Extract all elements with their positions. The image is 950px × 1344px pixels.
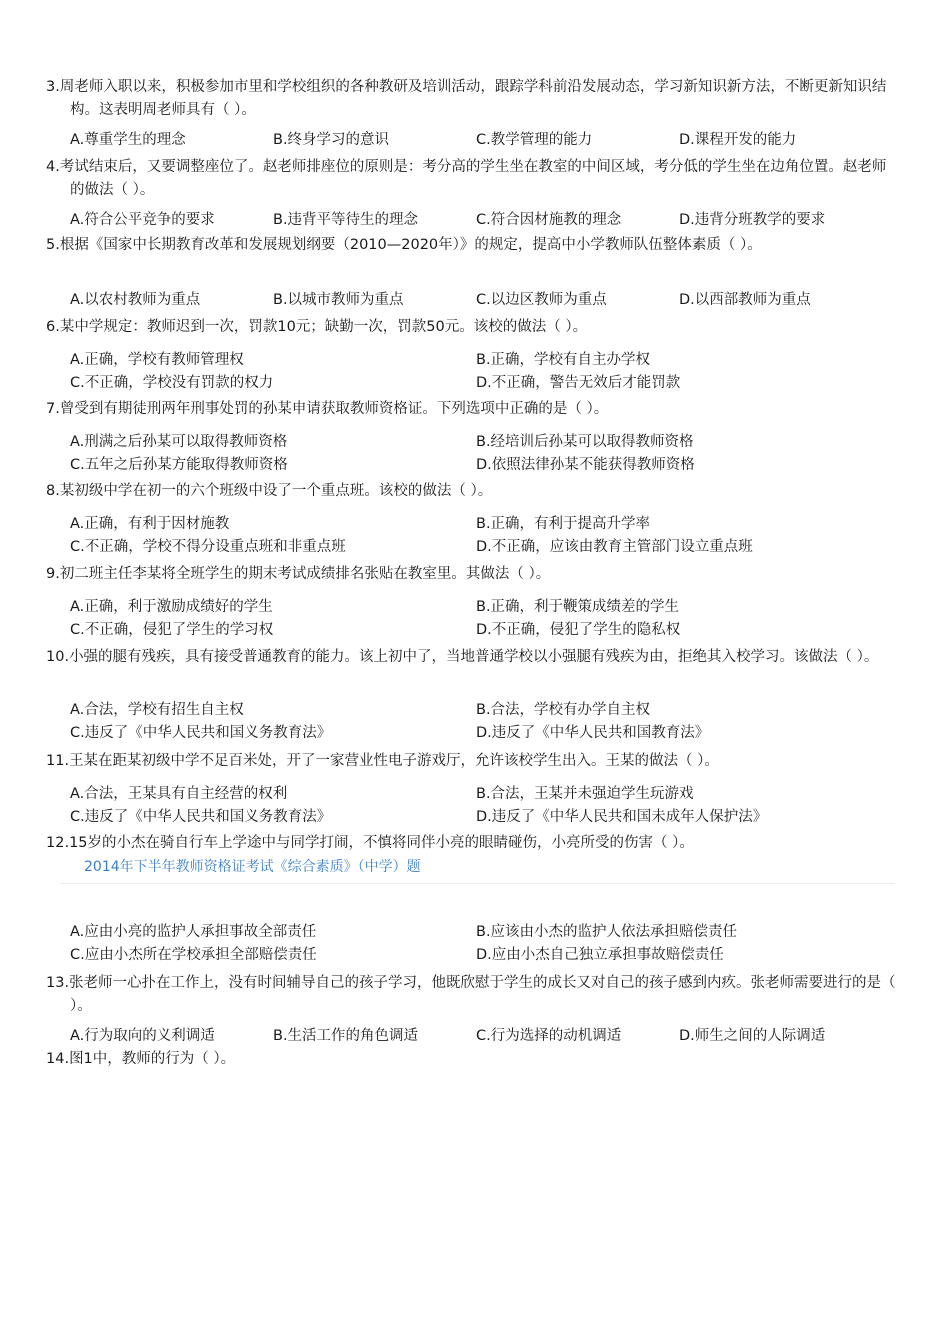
question-number: 11. (46, 753, 70, 769)
option-a: A.行为取向的义利调适 (70, 1028, 215, 1044)
question-stem: 曾受到有期徒刑两年刑事处罚的孙某申请获取教师资格证。下列选项中正确的是（ ）。 (59, 401, 609, 417)
option-c: C.不正确，侵犯了学生的学习权 (70, 622, 274, 638)
options-9 (70, 595, 900, 641)
option-a: A.符合公平竞争的要求 (70, 212, 215, 228)
question-number: 6. (46, 319, 60, 335)
option-b: B.以城市教师为重点 (273, 292, 404, 308)
options-8 (70, 512, 900, 558)
options-11 (70, 782, 900, 828)
option-d: D.不正确，侵犯了学生的隐私权 (476, 622, 681, 638)
option-d: D.依照法律孙某不能获得教师资格 (476, 457, 695, 473)
question-7 (46, 398, 876, 421)
option-b: B.正确，有利于提高升学率 (476, 516, 651, 532)
options-13 (70, 1024, 900, 1046)
option-b: B.合法，王某并未强迫学生玩游戏 (476, 786, 694, 802)
question-stem: 小强的腿有残疾，具有接受普通教育的能力。该上初中了，当地普通学校以小强腿有残疾为由，拒绝其入校学习。该做法（ ）。 (69, 649, 879, 665)
question-4 (46, 156, 900, 202)
options-6 (70, 348, 900, 394)
option-a: A.正确，利于激励成绩好的学生 (70, 599, 273, 615)
question-number: 12. (46, 835, 70, 851)
question-stem: 15岁的小杰在骑自行车上学途中与同学打闹，不慎将同伴小亮的眼睛碰伤，小亮所受的伤害（ ）。 (69, 835, 694, 851)
option-d: D.以西部教师为重点 (679, 292, 811, 308)
question-stem: 根据《国家中长期教育改革和发展规划纲要（2010—2020年）》的规定，提高中小学教师队伍整体素质（ ）。 (59, 237, 762, 253)
options-7 (70, 430, 900, 476)
option-a: A.正确，学校有教师管理权 (70, 352, 244, 368)
question-stem: 图1中，教师的行为（ ）。 (69, 1051, 236, 1067)
question-number: 14. (46, 1051, 70, 1067)
option-a: A.刑满之后孙某可以取得教师资格 (70, 434, 288, 450)
question-12 (46, 832, 876, 855)
question-stem: 王某在距某初级中学不足百米处，开了一家营业性电子游戏厅，允许该校学生出入。王某的做法（ ）。 (69, 753, 719, 769)
option-a: A.正确，有利于因材施教 (70, 516, 230, 532)
question-number: 8. (46, 483, 60, 499)
option-d: D.师生之间的人际调适 (679, 1028, 826, 1044)
option-c: C.违反了《中华人民共和国义务教育法》 (70, 725, 332, 741)
question-number: 7. (46, 401, 60, 417)
question-number: 13. (46, 975, 70, 991)
option-c: C.教学管理的能力 (476, 132, 593, 148)
question-stem: 考试结束后，又要调整座位了。赵老师排座位的原则是：考分高的学生坐在教室的中间区域，考分低的学生坐在边角位置。赵老师的做法（ ）。 (59, 159, 887, 198)
option-b: B.正确，学校有自主办学权 (476, 352, 651, 368)
option-c: C.符合因材施教的理念 (476, 212, 622, 228)
options-4 (70, 208, 900, 230)
option-b: B.经培训后孙某可以取得教师资格 (476, 434, 694, 450)
question-number: 3. (46, 79, 60, 95)
option-b: B.应该由小杰的监护人依法承担赔偿责任 (476, 924, 738, 940)
question-13 (46, 972, 900, 1018)
option-c: C.不正确，学校没有罚款的权力 (70, 375, 274, 391)
question-9 (46, 563, 876, 586)
page-header-title: 2014年下半年教师资格证考试《综合素质》（中学）题 (84, 859, 421, 875)
option-a: A.合法，王某具有自主经营的权利 (70, 786, 288, 802)
question-3 (46, 76, 900, 122)
options-3 (70, 128, 900, 150)
option-d: D.违反了《中华人民共和国未成年人保护法》 (476, 809, 768, 825)
options-5 (70, 288, 900, 310)
question-stem: 初二班主任李某将全班学生的期末考试成绩排名张贴在教室里。其做法（ ）。 (59, 566, 551, 582)
option-a: A.以农村教师为重点 (70, 292, 201, 308)
options-10 (70, 698, 900, 744)
question-stem: 某初级中学在初一的六个班级中设了一个重点班。该校的做法（ ）。 (59, 483, 493, 499)
question-stem: 某中学规定：教师迟到一次，罚款10元；缺勤一次，罚款50元。该校的做法（ ）。 (59, 319, 588, 335)
option-c: C.违反了《中华人民共和国义务教育法》 (70, 809, 332, 825)
option-a: A.合法，学校有招生自主权 (70, 702, 244, 718)
option-b: B.违背平等待生的理念 (273, 212, 419, 228)
option-c: C.以边区教师为重点 (476, 292, 607, 308)
option-d: D.不正确，应该由教育主管部门设立重点班 (476, 539, 753, 555)
option-b: B.合法，学校有办学自主权 (476, 702, 651, 718)
option-c: C.不正确，学校不得分设重点班和非重点班 (70, 539, 346, 555)
option-a: A.尊重学生的理念 (70, 132, 186, 148)
question-number: 9. (46, 566, 60, 582)
question-14 (46, 1048, 876, 1071)
question-stem: 张老师一心扑在工作上，没有时间辅导自己的孩子学习，他既欣慰于学生的成长又对自己的孩子感到内疚。张老师需要进行的是（ ）。 (69, 975, 896, 1014)
question-number: 10. (46, 649, 70, 665)
option-b: B.正确，利于鞭策成绩差的学生 (476, 599, 680, 615)
option-b: B.终身学习的意识 (273, 132, 390, 148)
divider (60, 883, 895, 884)
question-8 (46, 480, 876, 503)
option-d: D.课程开发的能力 (679, 132, 797, 148)
question-number: 4. (46, 159, 60, 175)
option-c: C.五年之后孙某方能取得教师资格 (70, 457, 288, 473)
question-10 (46, 646, 900, 669)
options-12 (70, 920, 900, 966)
option-a: A.应由小亮的监护人承担事故全部责任 (70, 924, 317, 940)
option-d: D.违背分班教学的要求 (679, 212, 826, 228)
question-11 (46, 750, 876, 773)
question-stem: 周老师入职以来，积极参加市里和学校组织的各种教研及培训活动，跟踪学科前沿发展动态，学习新知识新方法，不断更新知识结构。这表明周老师具有（ ）。 (59, 79, 887, 118)
option-b: B.生活工作的角色调适 (273, 1028, 419, 1044)
option-c: C.行为选择的动机调适 (476, 1028, 622, 1044)
question-6 (46, 316, 876, 339)
option-d: D.应由小杰自己独立承担事故赔偿责任 (476, 947, 724, 963)
option-d: D.违反了《中华人民共和国教育法》 (476, 725, 710, 741)
question-number: 5. (46, 237, 60, 253)
option-d: D.不正确，警告无效后才能罚款 (476, 375, 681, 391)
option-c: C.应由小杰所在学校承担全部赔偿责任 (70, 947, 317, 963)
question-5 (46, 234, 900, 257)
